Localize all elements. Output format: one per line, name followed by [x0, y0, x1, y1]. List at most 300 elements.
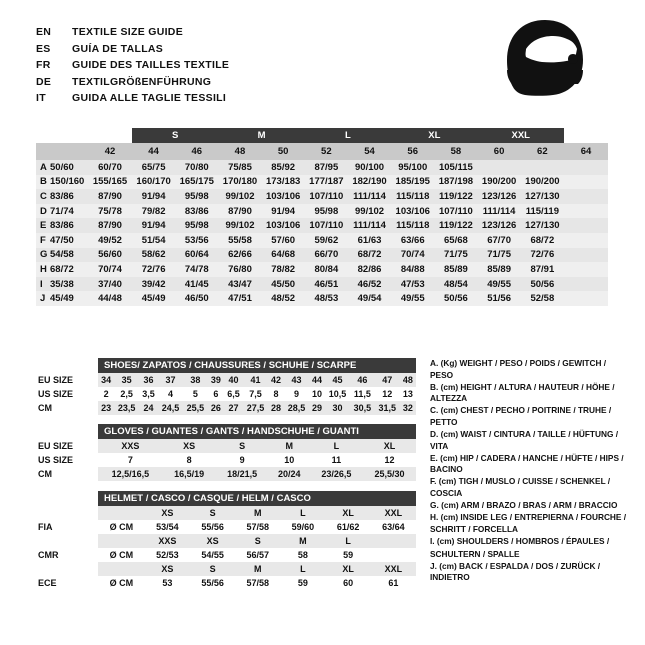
row-f-v4: 55/58 — [218, 233, 261, 248]
helmet-cmr-2: 56/57 — [246, 550, 270, 560]
row-j-v12 — [564, 291, 608, 306]
header-row-fr — [36, 57, 229, 74]
row-c-v1: 87/90 — [88, 189, 132, 204]
table-row — [36, 248, 608, 263]
row-e-v12 — [564, 218, 608, 233]
shoes-eu-2: 36 — [139, 373, 158, 387]
row-d-v1: 75/78 — [88, 204, 132, 219]
shoes-us-1: 2,5 — [120, 389, 133, 399]
shoes-us-7: 7,5 — [249, 389, 262, 399]
row-b-v11: 190/200 — [521, 175, 564, 190]
numeric-size-60: 60 — [478, 143, 521, 160]
table-row — [36, 277, 608, 292]
gloves-eu-row — [36, 439, 416, 453]
row-d-v4: 87/90 — [218, 204, 261, 219]
helmet-fia-size-1: S — [190, 506, 235, 520]
row-d-v12 — [564, 204, 608, 219]
helmet-fia-unit: Ø CM — [109, 522, 134, 532]
row-c-v3: 95/98 — [175, 189, 218, 204]
group-label-s: S — [132, 128, 218, 143]
row-j-v5: 48/52 — [262, 291, 305, 306]
numeric-size-50: 50 — [262, 143, 305, 160]
group-header-row — [36, 128, 608, 143]
helmet-fia-4: 61/62 — [336, 522, 360, 532]
gloves-cm-4: 23/26,5 — [310, 467, 363, 481]
row-h-v7: 82/86 — [348, 262, 391, 277]
numeric-size-56: 56 — [391, 143, 434, 160]
gloves-title: GLOVES / GUANTES / GANTS / HANDSCHUHE / GUANTI — [98, 424, 416, 439]
helmet-title: HELMET / CASCO / CASQUE / HELM / CASCO — [98, 491, 416, 506]
row-a-v11 — [521, 160, 564, 175]
row-d-v11: 115/119 — [521, 204, 564, 219]
row-g-v1: 56/60 — [88, 248, 132, 263]
shoes-eu-1: 35 — [114, 373, 139, 387]
row-c-v7: 111/114 — [348, 189, 391, 204]
row-h-v1: 70/74 — [88, 262, 132, 277]
shoes-cm-1: 23,5 — [114, 401, 139, 415]
row-g-v6: 66/70 — [305, 248, 348, 263]
row-d-v2: 79/82 — [132, 204, 175, 219]
gloves-us-1: 8 — [186, 455, 192, 465]
row-e-v0: 83/86 — [50, 218, 88, 233]
row-f-v5: 57/60 — [262, 233, 305, 248]
row-h-v3: 74/78 — [175, 262, 218, 277]
row-a-v5: 85/92 — [262, 160, 305, 175]
shoes-cm-6: 27 — [224, 401, 243, 415]
row-d-v5: 91/94 — [262, 204, 305, 219]
shoes-eu-9: 43 — [284, 373, 309, 387]
numeric-size-58: 58 — [434, 143, 477, 160]
row-i-v11: 50/56 — [521, 277, 564, 292]
numeric-blank-2 — [50, 143, 88, 160]
shoes-cm-0: 23 — [98, 401, 114, 415]
helmet-cmr-size-row — [36, 534, 416, 548]
helmet-fia-size-row — [36, 506, 416, 520]
shoes-cm-row — [36, 401, 416, 415]
shoes-eu-8: 42 — [268, 373, 284, 387]
textile-size-table — [36, 128, 608, 306]
helmet-ece-0: 53 — [162, 578, 173, 588]
row-g-v9: 71/75 — [434, 248, 477, 263]
header-text-es: GUÍA DE TALLAS — [72, 42, 164, 55]
shoes-table — [36, 358, 416, 415]
row-h-v12 — [564, 262, 608, 277]
gloves-cm-label: CM — [36, 467, 98, 481]
helmet-ece-label: ECE — [36, 576, 98, 590]
row-d-v10: 111/114 — [478, 204, 521, 219]
row-h-v0: 68/72 — [50, 262, 88, 277]
row-h-v10: 85/89 — [478, 262, 521, 277]
header-lang-fr: FR — [36, 59, 51, 71]
gloves-us-label: US SIZE — [36, 453, 98, 467]
gloves-cm-0: 12,5/16,5 — [98, 467, 163, 481]
group-blank-2 — [50, 128, 88, 143]
helmet-ece-size-4: XL — [326, 562, 371, 576]
row-g-v0: 54/58 — [50, 248, 88, 263]
helmet-icon — [497, 18, 593, 104]
row-g-v10: 71/75 — [478, 248, 521, 263]
shoes-cm-4: 25,5 — [183, 401, 208, 415]
table-row — [36, 262, 608, 277]
header-row-it — [36, 90, 229, 107]
shoes-eu-14: 48 — [400, 373, 416, 387]
helmet-ece-3: 59 — [297, 578, 308, 588]
shoes-us-10: 10 — [312, 389, 323, 399]
row-i-v7: 46/52 — [348, 277, 391, 292]
row-d-v6: 95/98 — [305, 204, 348, 219]
row-d-v7: 99/102 — [348, 204, 391, 219]
row-key-g: G — [36, 248, 50, 263]
row-e-v6: 107/110 — [305, 218, 348, 233]
row-f-v11: 68/72 — [521, 233, 564, 248]
helmet-fia-size-3: L — [280, 506, 325, 520]
helmet-ece-size-1: S — [190, 562, 235, 576]
legend-item-i2: SCHULTERN / SPALLE — [430, 548, 520, 559]
helmet-fia-unit-blank — [98, 506, 145, 520]
shoes-us-6: 6,5 — [227, 389, 240, 399]
row-c-v10: 123/126 — [478, 189, 521, 204]
row-key-c: C — [36, 189, 50, 204]
row-i-v3: 41/45 — [175, 277, 218, 292]
shoes-eu-7: 41 — [243, 373, 268, 387]
group-label-xxl: XXL — [478, 128, 565, 143]
legend-item-c: C. (cm) CHEST / PECHO / POITRINE / TRUHE / PETTO — [430, 405, 612, 427]
row-key-e: E — [36, 218, 50, 233]
numeric-size-64: 64 — [564, 143, 608, 160]
helmet-cmr-0: 52/53 — [156, 550, 179, 560]
shoes-us-2: 3,5 — [142, 389, 155, 399]
shoes-eu-11: 45 — [325, 373, 350, 387]
row-b-v0: 150/160 — [50, 175, 88, 190]
row-e-v9: 119/122 — [434, 218, 477, 233]
row-j-v2: 45/49 — [132, 291, 175, 306]
row-f-v8: 63/66 — [391, 233, 434, 248]
row-e-v11: 127/130 — [521, 218, 564, 233]
helmet-ece-size-5: XXL — [371, 562, 416, 576]
helmet-fia-size-2: M — [235, 506, 280, 520]
shoes-eu-6: 40 — [224, 373, 243, 387]
row-key-a: A — [36, 160, 50, 175]
row-h-v11: 87/91 — [521, 262, 564, 277]
row-b-v6: 177/187 — [305, 175, 348, 190]
row-j-v4: 47/51 — [218, 291, 261, 306]
group-blank-1 — [36, 128, 50, 143]
header-row-es — [36, 41, 229, 58]
row-i-v2: 39/42 — [132, 277, 175, 292]
group-blank-3 — [88, 128, 132, 143]
row-i-v0: 35/38 — [50, 277, 88, 292]
row-a-v3: 70/80 — [175, 160, 218, 175]
legend-item-h: H. (cm) INSIDE LEG / ENTREPIERNA / FOURCHE / — [430, 512, 627, 523]
shoes-eu-3: 37 — [158, 373, 183, 387]
legend-item-i: I. (cm) SHOULDERS / HOMBROS / ÉPAULES / — [430, 536, 610, 547]
numeric-size-44: 44 — [132, 143, 175, 160]
row-f-v1: 49/52 — [88, 233, 132, 248]
row-h-v6: 80/84 — [305, 262, 348, 277]
row-e-v10: 123/126 — [478, 218, 521, 233]
row-key-d: D — [36, 204, 50, 219]
row-g-v5: 64/68 — [262, 248, 305, 263]
row-g-v4: 62/66 — [218, 248, 261, 263]
row-a-v6: 87/95 — [305, 160, 348, 175]
gloves-table — [36, 424, 416, 481]
row-a-v9: 105/115 — [434, 160, 477, 175]
row-b-v7: 182/190 — [348, 175, 391, 190]
row-h-v5: 78/82 — [262, 262, 305, 277]
gloves-eu-4: L — [310, 439, 363, 453]
gloves-cm-1: 16,5/19 — [163, 467, 216, 481]
helmet-ece-size-3: L — [280, 562, 325, 576]
gloves-cm-3: 20/24 — [269, 467, 310, 481]
helmet-title-spacer — [36, 491, 98, 506]
gloves-us-2: 9 — [239, 455, 245, 465]
legend-item-f: F. (cm) TIGH / MUSLO / CUISSE / SCHENKEL / COSCIA — [430, 476, 611, 499]
row-e-v3: 95/98 — [175, 218, 218, 233]
row-d-v0: 71/74 — [50, 204, 88, 219]
legend-item-b: B. (cm) HEIGHT / ALTURA / HAUTEUR / HÖHE / ALTEZZA — [430, 381, 615, 404]
row-b-v9: 187/198 — [434, 175, 477, 190]
row-f-v10: 67/70 — [478, 233, 521, 248]
row-i-v8: 47/53 — [391, 277, 434, 292]
header — [36, 24, 229, 107]
row-i-v4: 43/47 — [218, 277, 261, 292]
row-d-v8: 103/106 — [391, 204, 434, 219]
row-c-v8: 115/118 — [391, 189, 434, 204]
helmet-ece-size-label — [36, 562, 98, 576]
shoes-cm-12: 30,5 — [350, 401, 375, 415]
helmet-ece-5: 61 — [388, 578, 399, 588]
gloves-eu-1: XS — [163, 439, 216, 453]
row-h-v8: 84/88 — [391, 262, 434, 277]
gloves-cm-row — [36, 467, 416, 481]
row-j-v1: 44/48 — [88, 291, 132, 306]
numeric-size-46: 46 — [175, 143, 218, 160]
row-b-v2: 160/170 — [132, 175, 175, 190]
numeric-size-42: 42 — [88, 143, 132, 160]
row-j-v0: 45/49 — [50, 291, 88, 306]
helmet-table — [36, 491, 416, 590]
table-row — [36, 160, 608, 175]
header-text-fr: GUIDE DES TAILLES TEXTILE — [72, 59, 230, 71]
legend-item-d: D. (cm) WAIST / CINTURA / TAILLE / HÜFTUNG / VITA — [430, 429, 619, 451]
helmet-fia-size-5: XXL — [371, 506, 416, 520]
helmet-cmr-size-label — [36, 534, 98, 548]
shoes-us-row — [36, 387, 416, 401]
helmet-fia-2: 57/58 — [246, 522, 270, 532]
helmet-fia-size-0: XS — [145, 506, 190, 520]
helmet-ece-4: 60 — [343, 578, 354, 588]
row-g-v3: 60/64 — [175, 248, 218, 263]
row-b-v8: 185/195 — [391, 175, 434, 190]
helmet-fia-row — [36, 520, 416, 534]
gloves-us-0: 7 — [127, 455, 133, 465]
helmet-ece-1: 55/56 — [201, 578, 224, 588]
shoes-eu-5: 39 — [208, 373, 224, 387]
helmet-cmr-label: CMR — [36, 548, 98, 562]
row-b-v12 — [564, 175, 608, 190]
table-row — [36, 291, 608, 306]
shoes-eu-0: 34 — [98, 373, 114, 387]
gloves-eu-label: EU SIZE — [36, 439, 98, 453]
shoes-eu-4: 38 — [183, 373, 208, 387]
row-j-v8: 49/55 — [391, 291, 434, 306]
helmet-cmr-unit: Ø CM — [109, 550, 134, 560]
shoes-cm-7: 27,5 — [243, 401, 268, 415]
header-row-en — [36, 24, 229, 41]
group-label-l: L — [305, 128, 391, 143]
gloves-eu-5: XL — [363, 439, 416, 453]
row-key-b: B — [36, 175, 50, 190]
row-g-v12 — [564, 248, 608, 263]
shoes-us-11: 10,5 — [328, 389, 347, 399]
numeric-size-row — [36, 143, 608, 160]
helmet-ece-size-row — [36, 562, 416, 576]
row-key-j: J — [36, 291, 50, 306]
helmet-fia-5: 63/64 — [382, 522, 405, 532]
row-e-v2: 91/94 — [132, 218, 175, 233]
shoes-eu-13: 47 — [375, 373, 400, 387]
row-h-v4: 76/80 — [218, 262, 261, 277]
row-d-v3: 83/86 — [175, 204, 218, 219]
row-c-v5: 103/106 — [262, 189, 305, 204]
row-i-v6: 46/51 — [305, 277, 348, 292]
shoes-cm-5: 26 — [208, 401, 224, 415]
table-row — [36, 189, 608, 204]
shoes-title: SHOES/ ZAPATOS / CHAUSSURES / SCHUHE / SCARPE — [98, 358, 416, 373]
legend-item-e: E. (cm) HIP / CADERA / HANCHE / HÜFTE / HIPS / BACINO — [430, 452, 624, 475]
shoes-eu-row — [36, 373, 416, 387]
gloves-eu-2: S — [216, 439, 269, 453]
helmet-cmr-unit-blank — [98, 534, 145, 548]
helmet-cmr-1: 54/55 — [201, 550, 224, 560]
row-e-v8: 115/118 — [391, 218, 434, 233]
shoes-us-0: 2 — [103, 389, 109, 399]
shoes-cm-label: CM — [36, 401, 98, 415]
row-i-v1: 37/40 — [88, 277, 132, 292]
row-key-h: H — [36, 262, 50, 277]
shoes-cm-11: 30 — [325, 401, 350, 415]
shoes-eu-10: 44 — [309, 373, 325, 387]
shoes-us-13: 12 — [382, 389, 393, 399]
helmet-fia-1: 55/56 — [201, 522, 224, 532]
helmet-ece-row — [36, 576, 416, 590]
shoes-cm-8: 28 — [268, 401, 284, 415]
helmet-ece-unit: Ø CM — [109, 578, 134, 588]
helmet-cmr-3: 58 — [297, 550, 308, 560]
row-a-v12 — [564, 160, 608, 175]
row-j-v11: 52/58 — [521, 291, 564, 306]
shoes-us-8: 8 — [273, 389, 279, 399]
shoes-cm-14: 32 — [400, 401, 416, 415]
gloves-us-4: 11 — [331, 455, 342, 465]
helmet-cmr-row — [36, 548, 416, 562]
shoes-us-4: 5 — [192, 389, 198, 399]
row-i-v9: 48/54 — [434, 277, 477, 292]
row-h-v9: 85/89 — [434, 262, 477, 277]
row-f-v3: 53/56 — [175, 233, 218, 248]
row-f-v7: 61/63 — [348, 233, 391, 248]
shoes-eu-12: 46 — [350, 373, 375, 387]
group-label-m: M — [218, 128, 304, 143]
gloves-us-3: 10 — [284, 455, 295, 465]
numeric-size-52: 52 — [305, 143, 348, 160]
row-f-v6: 59/62 — [305, 233, 348, 248]
shoes-cm-13: 31,5 — [375, 401, 400, 415]
shoes-cm-9: 28,5 — [284, 401, 309, 415]
row-g-v2: 58/62 — [132, 248, 175, 263]
gloves-cm-2: 18/21,5 — [216, 467, 269, 481]
row-b-v3: 165/175 — [175, 175, 218, 190]
numeric-size-48: 48 — [218, 143, 261, 160]
gloves-cm-5: 25,5/30 — [363, 467, 416, 481]
helmet-ece-size-2: M — [235, 562, 280, 576]
helmet-cmr-size-2: S — [235, 534, 280, 548]
row-c-v2: 91/94 — [132, 189, 175, 204]
helmet-cmr-size-5 — [371, 534, 416, 548]
numeric-size-54: 54 — [348, 143, 391, 160]
helmet-cmr-size-3: M — [280, 534, 325, 548]
helmet-ece-unit-blank — [98, 562, 145, 576]
row-a-v2: 65/75 — [132, 160, 175, 175]
row-g-v11: 72/76 — [521, 248, 564, 263]
gloves-us-5: 12 — [384, 455, 395, 465]
table-row — [36, 218, 608, 233]
header-text-it: GUIDA ALLE TAGLIE TESSILI — [72, 92, 227, 104]
row-c-v12 — [564, 189, 608, 204]
row-e-v4: 99/102 — [218, 218, 261, 233]
header-row-de — [36, 74, 229, 91]
row-c-v4: 99/102 — [218, 189, 261, 204]
numeric-blank-1 — [36, 143, 50, 160]
legend-item-h2: SCHRITT / FORCELLA — [430, 524, 519, 535]
legend-item-j: J. (cm) BACK / ESPALDA / DOS / ZURÜCK / INDIETRO — [430, 560, 601, 583]
helmet-fia-0: 53/54 — [156, 522, 179, 532]
header-text-de: TEXTILGRÖßENFÜHRUNG — [72, 75, 212, 88]
header-text-en: TEXTILE SIZE GUIDE — [72, 26, 183, 38]
header-lang-es: ES — [36, 42, 51, 55]
row-a-v10 — [478, 160, 521, 175]
helmet-cmr-size-4: L — [326, 534, 371, 548]
table-row — [36, 175, 608, 190]
gloves-eu-0: XXS — [98, 439, 163, 453]
row-b-v5: 173/183 — [262, 175, 305, 190]
shoes-us-3: 4 — [168, 389, 174, 399]
row-f-v12 — [564, 233, 608, 248]
row-key-i: I — [36, 277, 50, 292]
row-j-v10: 51/56 — [478, 291, 521, 306]
gloves-us-row — [36, 453, 416, 467]
helmet-ece-size-0: XS — [145, 562, 190, 576]
helmet-fia-size-label — [36, 506, 98, 520]
row-j-v6: 48/53 — [305, 291, 348, 306]
row-b-v4: 170/180 — [218, 175, 261, 190]
shoes-us-5: 6 — [213, 389, 219, 399]
row-a-v1: 60/70 — [88, 160, 132, 175]
helmet-ece-2: 57/58 — [246, 578, 270, 588]
row-d-v9: 107/110 — [434, 204, 477, 219]
row-f-v9: 65/68 — [434, 233, 477, 248]
header-lang-en: EN — [36, 26, 52, 38]
row-c-v0: 83/86 — [50, 189, 88, 204]
row-b-v1: 155/165 — [88, 175, 132, 190]
row-e-v7: 111/114 — [348, 218, 391, 233]
shoes-us-14: 13 — [402, 389, 413, 399]
legend-item-g: G. (cm) ARM / BRAZO / BRAS / ARM / BRACCIO — [430, 500, 618, 511]
row-a-v4: 75/85 — [218, 160, 261, 175]
measurement-legend — [430, 358, 630, 584]
row-e-v1: 87/90 — [88, 218, 132, 233]
legend-item-a: A. (Kg) WEIGHT / PESO / POIDS / GEWITCH / PESO — [430, 358, 607, 380]
